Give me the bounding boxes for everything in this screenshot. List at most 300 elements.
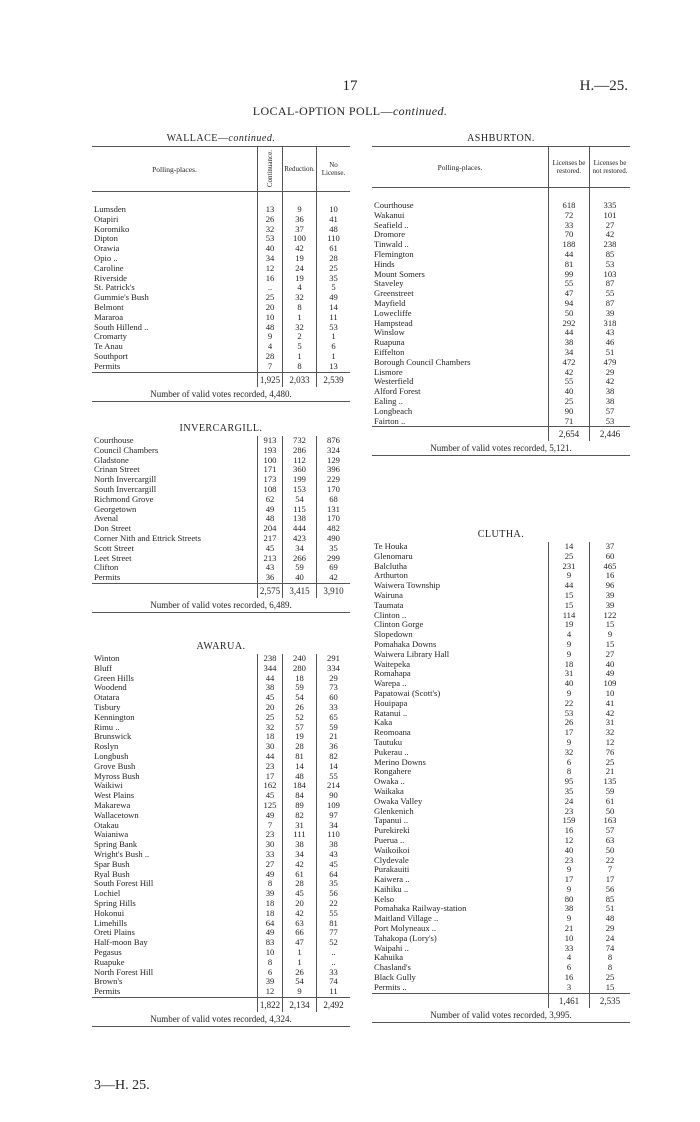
vote-count: 19 bbox=[283, 254, 317, 264]
polling-place-name: Clinton Gorge bbox=[372, 620, 549, 630]
vote-count: 59 bbox=[329, 721, 338, 732]
polling-place-name: Mount Somers bbox=[372, 270, 549, 280]
table-row bbox=[92, 283, 350, 293]
vote-count: 100 bbox=[283, 234, 317, 244]
vote-count: 29 bbox=[605, 366, 615, 377]
table-row bbox=[372, 963, 630, 973]
table-row bbox=[372, 856, 630, 866]
vote-count: 81 bbox=[329, 917, 338, 928]
table-row bbox=[372, 748, 630, 758]
polling-place-name: Houipapa bbox=[372, 699, 549, 709]
polling-place-name: Green Hills bbox=[92, 674, 258, 684]
polling-place-name: Kahuika bbox=[372, 953, 549, 963]
polling-place-name: Crinan Street bbox=[92, 465, 258, 475]
vote-count: 40 bbox=[605, 658, 615, 669]
vote-count: 213 bbox=[258, 554, 283, 564]
vote-count: 56 bbox=[329, 888, 338, 899]
vote-count: 18 bbox=[258, 732, 283, 742]
vote-count: 9 bbox=[549, 689, 590, 699]
vote-count: 48 bbox=[605, 913, 615, 924]
running-title: LOCAL-OPTION POLL—continued. bbox=[252, 104, 448, 118]
table-row bbox=[372, 875, 630, 885]
vote-count: 18 bbox=[549, 660, 590, 670]
table-row bbox=[372, 221, 630, 231]
vote-count: 64 bbox=[258, 919, 283, 929]
polling-place-name: Waiwera Library Hall bbox=[372, 650, 549, 660]
table-row bbox=[92, 821, 350, 831]
polling-place-name: Black Gully bbox=[372, 973, 549, 983]
polling-place-name: Tisbury bbox=[92, 703, 258, 713]
vote-count: 33 bbox=[549, 944, 590, 954]
polling-place-name: Woodend bbox=[92, 683, 258, 693]
vote-count: 39 bbox=[258, 977, 283, 987]
vote-count: 82 bbox=[283, 811, 317, 821]
table-row bbox=[92, 850, 350, 860]
vote-count: 28 bbox=[283, 879, 317, 889]
polling-place-name: Georgetown bbox=[92, 505, 258, 515]
vote-count: 8 bbox=[283, 303, 317, 313]
table-body bbox=[92, 436, 350, 613]
vote-count: 74 bbox=[329, 976, 338, 987]
vote-count: 31 bbox=[283, 821, 317, 831]
table-row bbox=[92, 752, 350, 762]
vote-count: 42 bbox=[329, 572, 338, 583]
vote-count: 90 bbox=[549, 407, 590, 417]
vote-count: 44 bbox=[549, 328, 590, 338]
vote-count: 153 bbox=[283, 485, 317, 495]
table-row bbox=[92, 342, 350, 352]
vote-count: 360 bbox=[283, 465, 317, 475]
vote-count: 9 bbox=[549, 738, 590, 748]
vote-count: .. bbox=[258, 283, 283, 293]
polling-place-name: Permits .. bbox=[372, 983, 549, 993]
vote-count: 23 bbox=[258, 762, 283, 772]
polling-place-name: Gummie's Bush bbox=[92, 293, 258, 303]
vote-count: 56 bbox=[605, 883, 615, 894]
table-row bbox=[92, 505, 350, 515]
polling-place-name: Otapiri bbox=[92, 215, 258, 225]
vote-count: 90 bbox=[329, 790, 338, 801]
vote-count: 131 bbox=[327, 503, 340, 514]
polling-place-name: Kaihiku .. bbox=[372, 885, 549, 895]
section-title: ASHBURTON. bbox=[467, 133, 535, 144]
table-row bbox=[372, 542, 630, 552]
totals-row bbox=[92, 583, 350, 598]
vote-count: 16 bbox=[258, 274, 283, 284]
vote-count: 76 bbox=[605, 746, 615, 757]
polling-place-name: Lowecliffe bbox=[372, 309, 549, 319]
vote-count: 40 bbox=[258, 244, 283, 254]
table-row bbox=[372, 826, 630, 836]
table-row bbox=[92, 811, 350, 821]
table-row bbox=[92, 274, 350, 284]
vote-count: 16 bbox=[549, 826, 590, 836]
polling-place-name: Bluff bbox=[92, 664, 258, 674]
vote-count: 20 bbox=[258, 303, 283, 313]
vote-count: 43 bbox=[258, 563, 283, 573]
vote-count: 55 bbox=[549, 279, 590, 289]
vote-count: 33 bbox=[258, 850, 283, 860]
polling-place-name: Otakau bbox=[92, 821, 258, 831]
polling-place-name: Orawia bbox=[92, 244, 258, 254]
polling-place-name: Glenomaru bbox=[372, 552, 549, 562]
vote-count: 292 bbox=[549, 319, 590, 329]
table-row bbox=[92, 693, 350, 703]
vote-count: 36 bbox=[283, 215, 317, 225]
vote-count: 51 bbox=[605, 903, 615, 914]
vote-count: 14 bbox=[283, 762, 317, 772]
vote-count: 25 bbox=[549, 397, 590, 407]
vote-count: 16 bbox=[549, 973, 590, 983]
vote-count: 39 bbox=[605, 589, 615, 600]
polling-place-name: Taumata bbox=[372, 601, 549, 611]
table-row bbox=[372, 417, 630, 427]
table-row bbox=[372, 777, 630, 787]
vote-count: 63 bbox=[605, 834, 615, 845]
polling-place-name: Southport bbox=[92, 352, 258, 362]
vote-count: 14 bbox=[329, 301, 338, 312]
vote-count: 25 bbox=[329, 262, 338, 273]
vote-count: 21 bbox=[549, 924, 590, 934]
vote-count: 5 bbox=[331, 282, 336, 293]
total-count: 2,575 bbox=[258, 584, 283, 598]
table-row bbox=[92, 772, 350, 782]
vote-count: 173 bbox=[258, 475, 283, 485]
vote-count: 732 bbox=[283, 436, 317, 446]
vote-count: 9 bbox=[549, 571, 590, 581]
table-row bbox=[372, 689, 630, 699]
vote-count: 23 bbox=[258, 830, 283, 840]
polling-place-name: Flemington bbox=[372, 250, 549, 260]
header-no-license: No License. bbox=[321, 161, 346, 177]
vote-count: 15 bbox=[605, 981, 615, 992]
polling-place-name: Makarewa bbox=[92, 801, 258, 811]
table-row bbox=[372, 934, 630, 944]
polling-place-name: Kennington bbox=[92, 713, 258, 723]
polling-place-name: Riverside bbox=[92, 274, 258, 284]
vote-count: 15 bbox=[549, 601, 590, 611]
vote-count: 87 bbox=[605, 278, 615, 289]
polling-place-name: Dromore bbox=[372, 230, 549, 240]
vote-count: 125 bbox=[258, 801, 283, 811]
table-row bbox=[372, 787, 630, 797]
vote-count: 49 bbox=[605, 668, 615, 679]
table-row bbox=[92, 870, 350, 880]
total-count: 3,415 bbox=[283, 584, 317, 598]
vote-count: 112 bbox=[283, 456, 317, 466]
vote-count: 2 bbox=[283, 332, 317, 342]
vote-count: 50 bbox=[605, 805, 615, 816]
table-row bbox=[372, 211, 630, 221]
section-title: AWARUA. bbox=[196, 641, 246, 652]
vote-count: 15 bbox=[549, 591, 590, 601]
table-row bbox=[92, 234, 350, 244]
vote-count: 19 bbox=[549, 620, 590, 630]
table-row bbox=[92, 524, 350, 534]
table-row bbox=[372, 358, 630, 368]
vote-count: 114 bbox=[549, 611, 590, 621]
polling-place-name: Balclutha bbox=[372, 562, 549, 572]
vote-count: 19 bbox=[283, 274, 317, 284]
table-row bbox=[372, 895, 630, 905]
vote-count: .. bbox=[331, 956, 336, 967]
table-row bbox=[92, 544, 350, 554]
vote-count: 41 bbox=[605, 697, 615, 708]
table-row bbox=[372, 718, 630, 728]
vote-count: 70 bbox=[549, 230, 590, 240]
table-row bbox=[372, 640, 630, 650]
vote-count: 162 bbox=[258, 781, 283, 791]
vote-count: 344 bbox=[258, 664, 283, 674]
vote-count: 45 bbox=[283, 889, 317, 899]
vote-count: 40 bbox=[549, 846, 590, 856]
polling-place-name: Purekireki bbox=[372, 826, 549, 836]
section-title: WALLACE—continued. bbox=[166, 133, 276, 144]
vote-count: 34 bbox=[283, 544, 317, 554]
table-row bbox=[372, 407, 630, 417]
vote-count: 74 bbox=[605, 942, 615, 953]
polling-place-name: South Forest Hill bbox=[92, 879, 258, 889]
polling-place-name: Clifton bbox=[92, 563, 258, 573]
polling-place-name: Waianiwa bbox=[92, 830, 258, 840]
vote-count: 82 bbox=[329, 750, 338, 761]
vote-count: 54 bbox=[283, 977, 317, 987]
polling-place-name: Waikiwi bbox=[92, 781, 258, 791]
table-row bbox=[92, 215, 350, 225]
vote-count: 61 bbox=[283, 870, 317, 880]
vote-count: 26 bbox=[258, 215, 283, 225]
vote-count: 9 bbox=[549, 650, 590, 660]
table-row bbox=[92, 928, 350, 938]
vote-count: 48 bbox=[283, 772, 317, 782]
table-row bbox=[372, 865, 630, 875]
totals-row bbox=[372, 993, 630, 1008]
vote-count: 59 bbox=[605, 785, 615, 796]
table-row bbox=[92, 664, 350, 674]
polling-place-name: West Plains bbox=[92, 791, 258, 801]
vote-count: 48 bbox=[258, 323, 283, 333]
table-row bbox=[92, 909, 350, 919]
vote-count: 9 bbox=[549, 914, 590, 924]
vote-count: 4 bbox=[283, 283, 317, 293]
vote-count: 53 bbox=[549, 709, 590, 719]
polling-place-name: Grove Bush bbox=[92, 762, 258, 772]
vote-count: 199 bbox=[283, 475, 317, 485]
table-row bbox=[92, 654, 350, 664]
polling-place-name: Scott Street bbox=[92, 544, 258, 554]
header-reduction: Reduction. bbox=[283, 147, 317, 191]
table-row bbox=[92, 938, 350, 948]
table-row bbox=[372, 679, 630, 689]
vote-count: 299 bbox=[327, 552, 340, 563]
polling-place-name: Kaiwera .. bbox=[372, 875, 549, 885]
vote-count: 324 bbox=[327, 444, 340, 455]
vote-count: 5 bbox=[283, 342, 317, 352]
polling-place-name: Wallacetown bbox=[92, 811, 258, 821]
vote-count: 135 bbox=[603, 776, 617, 787]
polling-place-name: Lismore bbox=[372, 368, 549, 378]
polling-place-name: Otatara bbox=[92, 693, 258, 703]
table-row bbox=[372, 397, 630, 407]
table-row bbox=[372, 924, 630, 934]
vote-count: 7 bbox=[258, 362, 283, 372]
page-code: H.—25. bbox=[579, 78, 628, 94]
vote-count: 39 bbox=[605, 599, 615, 610]
table-row bbox=[92, 205, 350, 215]
polling-place-name: Hinds bbox=[372, 260, 549, 270]
header-continuance: Continuance. bbox=[258, 147, 283, 191]
vote-count: 23 bbox=[549, 856, 590, 866]
vote-count: 9 bbox=[607, 629, 613, 640]
table-row bbox=[92, 830, 350, 840]
vote-count: 3 bbox=[549, 983, 590, 993]
table-row bbox=[92, 977, 350, 987]
vote-count: 1 bbox=[283, 948, 317, 958]
vote-count: 81 bbox=[283, 752, 317, 762]
vote-count: 32 bbox=[605, 727, 615, 738]
vote-count: 35 bbox=[329, 272, 338, 283]
total-count: 2,492 bbox=[323, 999, 344, 1010]
vote-count: 38 bbox=[605, 395, 615, 406]
table-row bbox=[372, 387, 630, 397]
header-polling-places: Polling-places. bbox=[92, 147, 258, 191]
polling-place-name: Gladstone bbox=[92, 456, 258, 466]
section-divider bbox=[372, 1022, 630, 1023]
vote-count: 32 bbox=[283, 293, 317, 303]
vote-count: 479 bbox=[603, 356, 617, 367]
polling-place-name: Ryal Bush bbox=[92, 870, 258, 880]
vote-count: 20 bbox=[258, 703, 283, 713]
polling-place-name: Permits bbox=[92, 573, 258, 583]
vote-count: 20 bbox=[283, 899, 317, 909]
vote-count: 22 bbox=[329, 897, 338, 908]
table-row bbox=[372, 270, 630, 280]
table-row bbox=[92, 465, 350, 475]
table-row bbox=[92, 781, 350, 791]
vote-count: 99 bbox=[549, 270, 590, 280]
vote-count: 39 bbox=[258, 889, 283, 899]
polling-place-name: Caroline bbox=[92, 264, 258, 274]
vote-count: 100 bbox=[258, 456, 283, 466]
table-row bbox=[92, 495, 350, 505]
polling-place-name: Reomoana bbox=[372, 728, 549, 738]
polling-place-name: Tinwald .. bbox=[372, 240, 549, 250]
vote-count: 188 bbox=[549, 240, 590, 250]
vote-count: 19 bbox=[283, 732, 317, 742]
total-count: 2,446 bbox=[599, 429, 621, 440]
polling-place-name: Arthurton bbox=[372, 571, 549, 581]
vote-count: 482 bbox=[327, 523, 340, 534]
vote-count: 12 bbox=[549, 836, 590, 846]
vote-count: 266 bbox=[283, 554, 317, 564]
vote-count: 9 bbox=[549, 640, 590, 650]
vote-count: 6 bbox=[331, 341, 336, 352]
vote-count: 50 bbox=[605, 844, 615, 855]
vote-count: 101 bbox=[603, 209, 617, 220]
table-row bbox=[372, 368, 630, 378]
vote-count: 22 bbox=[549, 699, 590, 709]
vote-count: 64 bbox=[329, 868, 338, 879]
vote-count: 21 bbox=[605, 766, 615, 777]
vote-count: 103 bbox=[603, 268, 617, 279]
polling-place-name: Owaka Valley bbox=[372, 797, 549, 807]
polling-place-name: Alford Forest bbox=[372, 387, 549, 397]
vote-count: 27 bbox=[605, 219, 615, 230]
table-row bbox=[92, 485, 350, 495]
table-row bbox=[372, 885, 630, 895]
vote-count: 8 bbox=[549, 767, 590, 777]
vote-count: 94 bbox=[549, 299, 590, 309]
vote-count: 81 bbox=[549, 260, 590, 270]
polling-place-name: Waikoikoi bbox=[372, 846, 549, 856]
vote-count: 59 bbox=[283, 563, 317, 573]
vote-count: 27 bbox=[605, 648, 615, 659]
total-count: 2,535 bbox=[599, 995, 621, 1006]
vote-count: 240 bbox=[283, 654, 317, 664]
vote-count: 42 bbox=[283, 860, 317, 870]
section-title: INVERCARGILL. bbox=[179, 423, 263, 434]
vote-count: 163 bbox=[603, 815, 617, 826]
table-row bbox=[372, 728, 630, 738]
vote-count: 53 bbox=[605, 258, 615, 269]
table-row bbox=[372, 571, 630, 581]
vote-count: 490 bbox=[327, 532, 340, 543]
vote-count: 44 bbox=[258, 674, 283, 684]
polling-place-name: Romahapa bbox=[372, 669, 549, 679]
vote-count: 48 bbox=[329, 223, 338, 234]
vote-count: 238 bbox=[258, 654, 283, 664]
vote-count: 9 bbox=[283, 205, 317, 215]
vote-count: 9 bbox=[283, 987, 317, 997]
vote-count: 1 bbox=[283, 313, 317, 323]
vote-count: 10 bbox=[605, 687, 615, 698]
vote-count: 34 bbox=[549, 348, 590, 358]
table-row bbox=[92, 762, 350, 772]
table-row bbox=[372, 797, 630, 807]
table-row bbox=[92, 254, 350, 264]
polling-place-name: North Invercargill bbox=[92, 475, 258, 485]
polling-place-name: Belmont bbox=[92, 303, 258, 313]
vote-count: 193 bbox=[258, 446, 283, 456]
vote-count: 109 bbox=[603, 678, 617, 689]
table-row bbox=[92, 703, 350, 713]
polling-place-name: Eiffelton bbox=[372, 348, 549, 358]
table-row bbox=[372, 377, 630, 387]
vote-count: 8 bbox=[258, 958, 283, 968]
vote-count: 45 bbox=[258, 791, 283, 801]
vote-count: 396 bbox=[327, 464, 340, 475]
vote-count: 29 bbox=[605, 923, 615, 934]
vote-count: 42 bbox=[283, 909, 317, 919]
table-row bbox=[372, 289, 630, 299]
total-count: 1,925 bbox=[258, 373, 283, 387]
vote-count: 1 bbox=[283, 958, 317, 968]
vote-count: 44 bbox=[258, 752, 283, 762]
table-row bbox=[92, 244, 350, 254]
table-row bbox=[372, 807, 630, 817]
vote-count: 59 bbox=[283, 683, 317, 693]
vote-count: 4 bbox=[549, 953, 590, 963]
valid-votes-note: Number of valid votes recorded, 3,995. bbox=[430, 1009, 572, 1020]
vote-count: 38 bbox=[329, 839, 338, 850]
polling-place-name: Waikaka bbox=[372, 787, 549, 797]
polling-place-name: Courthouse bbox=[92, 436, 258, 446]
polling-place-name: Ealing .. bbox=[372, 397, 549, 407]
polling-place-name: Waipahi .. bbox=[372, 944, 549, 954]
vote-count: 71 bbox=[549, 417, 590, 427]
vote-count: 85 bbox=[605, 893, 615, 904]
vote-count: 30 bbox=[258, 742, 283, 752]
